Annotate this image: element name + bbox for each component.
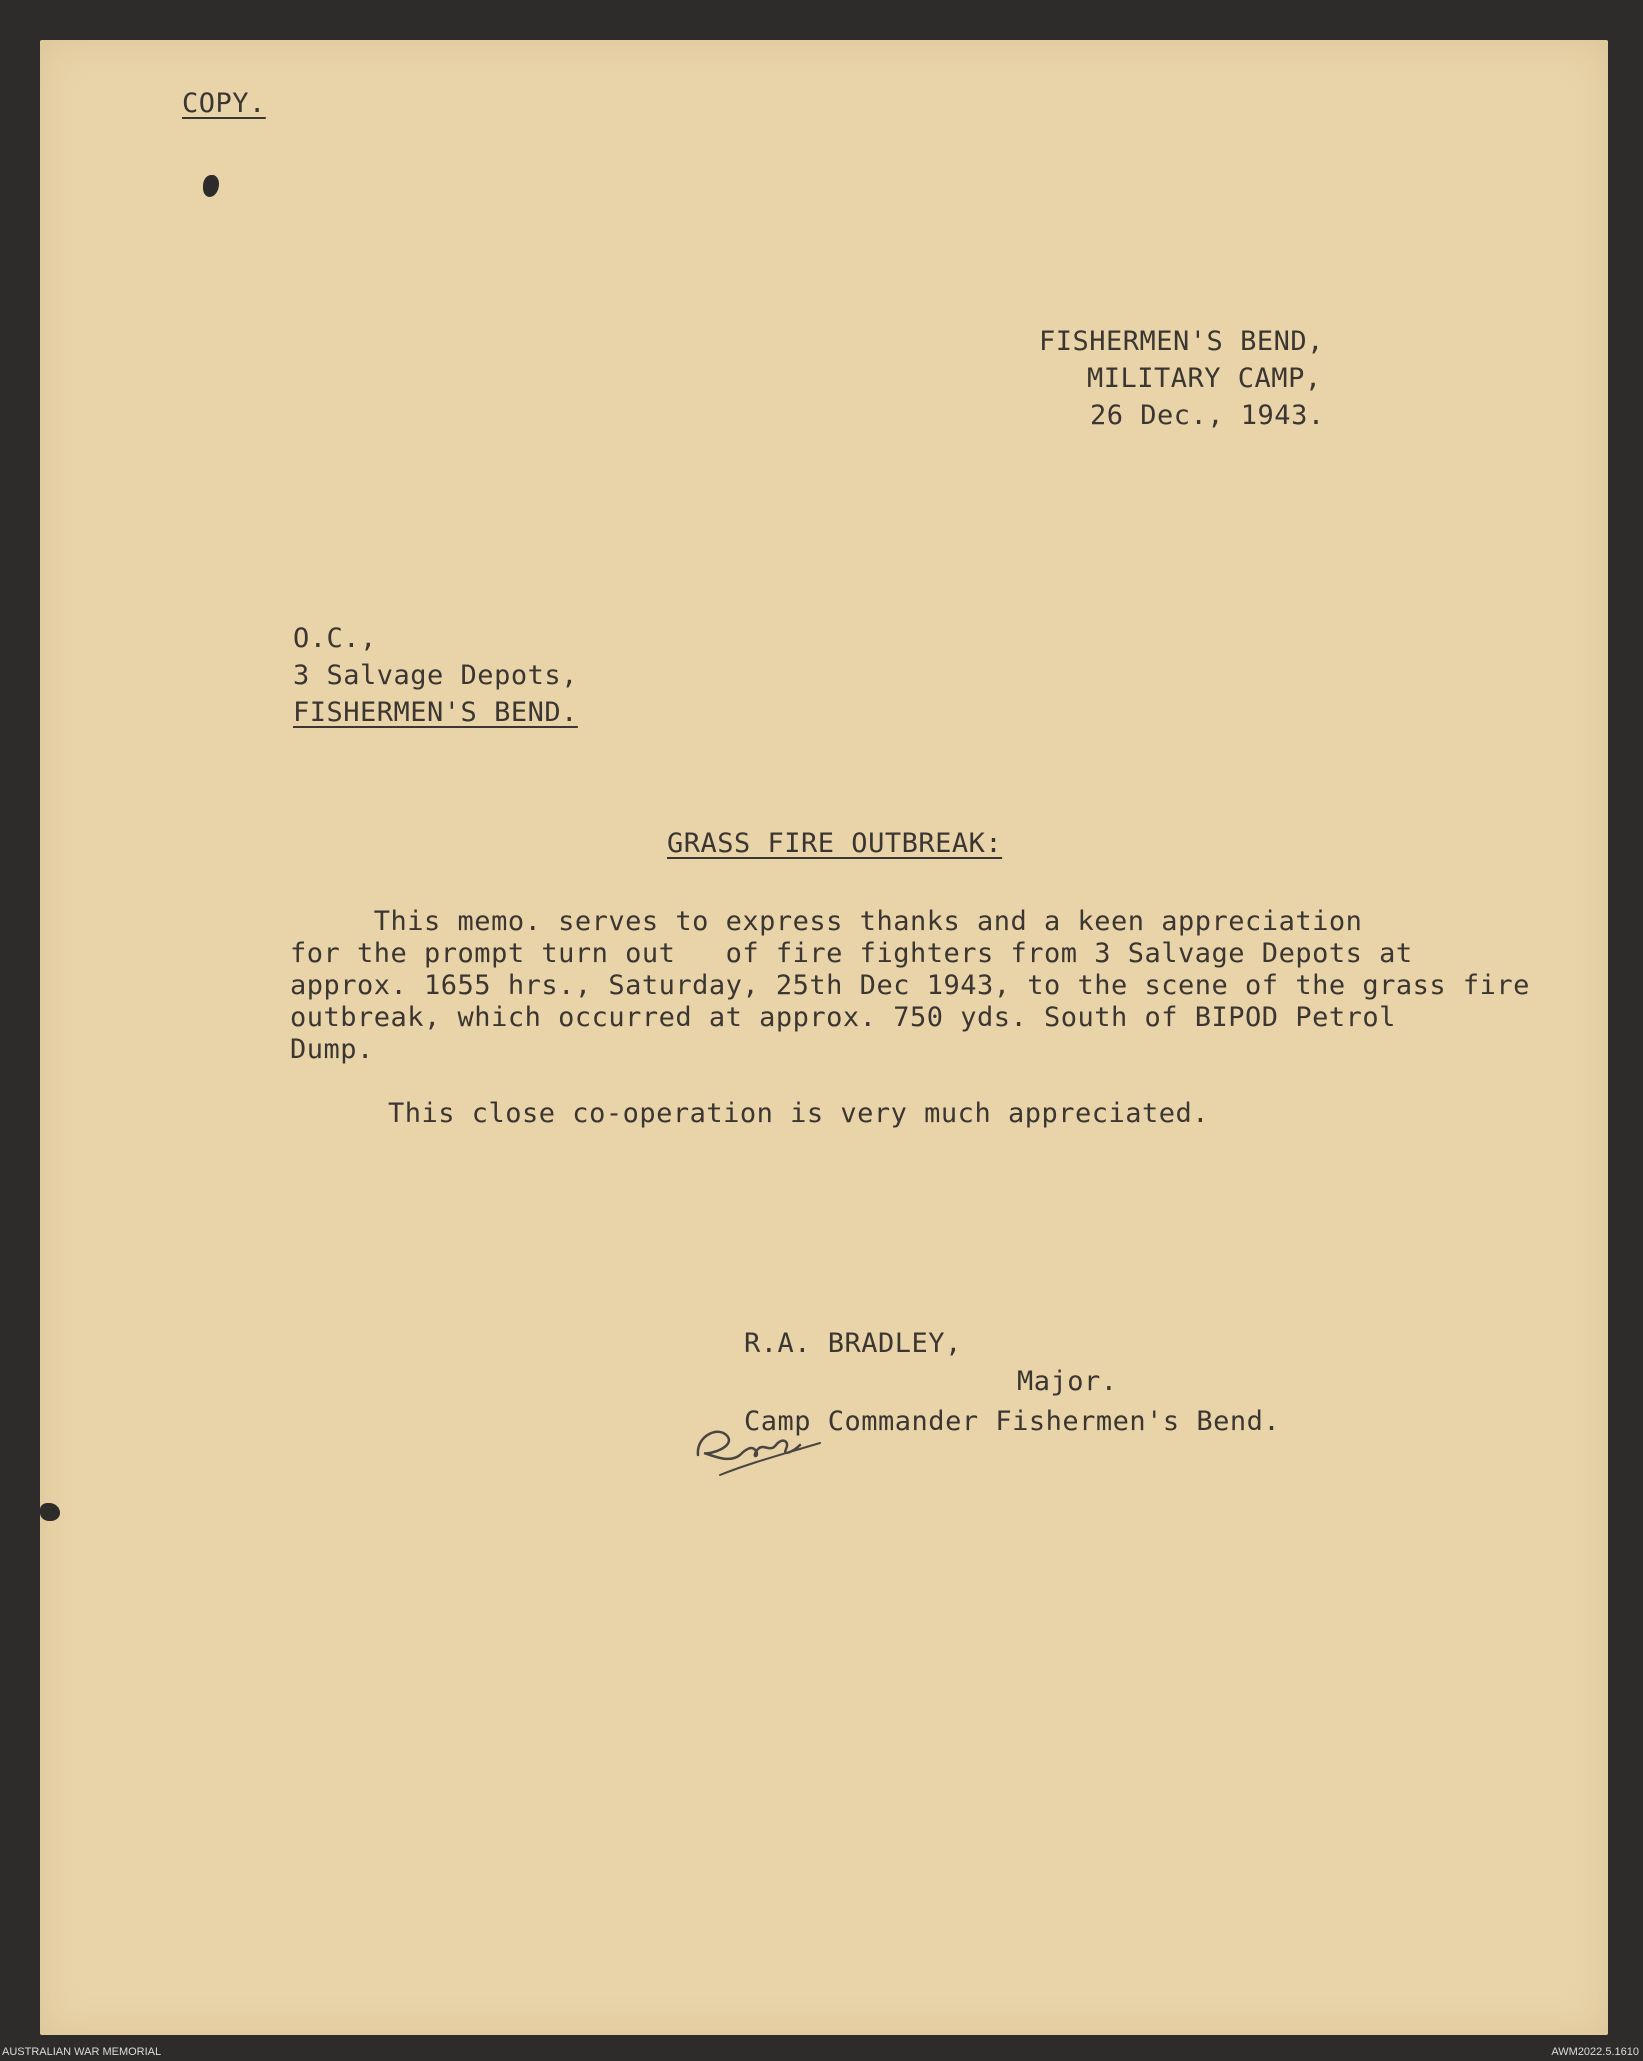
paragraph-1-line: This memo. serves to express thanks and a keen appreciation [290,906,1363,937]
footer-institution: AUSTRALIAN WAR MEMORIAL [2,2046,162,2058]
recipient-line1: O.C., [293,623,377,654]
signature-title: Camp Commander Fishermen's Bend. [744,1406,1281,1437]
footer-accession-number: AWM2022.5.1610 [1551,2046,1639,2058]
paragraph-1-line: outbreak, which occurred at approx. 750 yds. South of BIPOD Petrol [290,1002,1396,1033]
paragraph-1-line: approx. 1655 hrs., Saturday, 25th Dec 1943, to the scene of the grass fire [290,970,1530,1001]
paragraph-2: This close co-operation is very much appreciated. [388,1098,1210,1129]
paragraph-1-line: Dump. [290,1034,374,1065]
document-sheet [40,40,1608,2035]
recipient-line3: FISHERMEN'S BEND. [293,697,578,728]
sender-address-line1: FISHERMEN'S BEND, [1039,326,1324,357]
copy-mark: COPY. [182,88,266,119]
letter-date: 26 Dec., 1943. [1090,400,1325,431]
signature-name: R.A. BRADLEY, [744,1328,962,1359]
punch-hole-bottom [40,1503,60,1521]
paragraph-1-line: for the prompt turn out of fire fighters from 3 Salvage Depots at [290,938,1413,969]
recipient-line2: 3 Salvage Depots, [293,660,578,691]
punch-hole-top [203,175,219,197]
sender-address-line2: MILITARY CAMP, [1087,363,1322,394]
signature-rank: Major. [1017,1366,1118,1397]
subject-heading: GRASS FIRE OUTBREAK: [667,828,1003,859]
